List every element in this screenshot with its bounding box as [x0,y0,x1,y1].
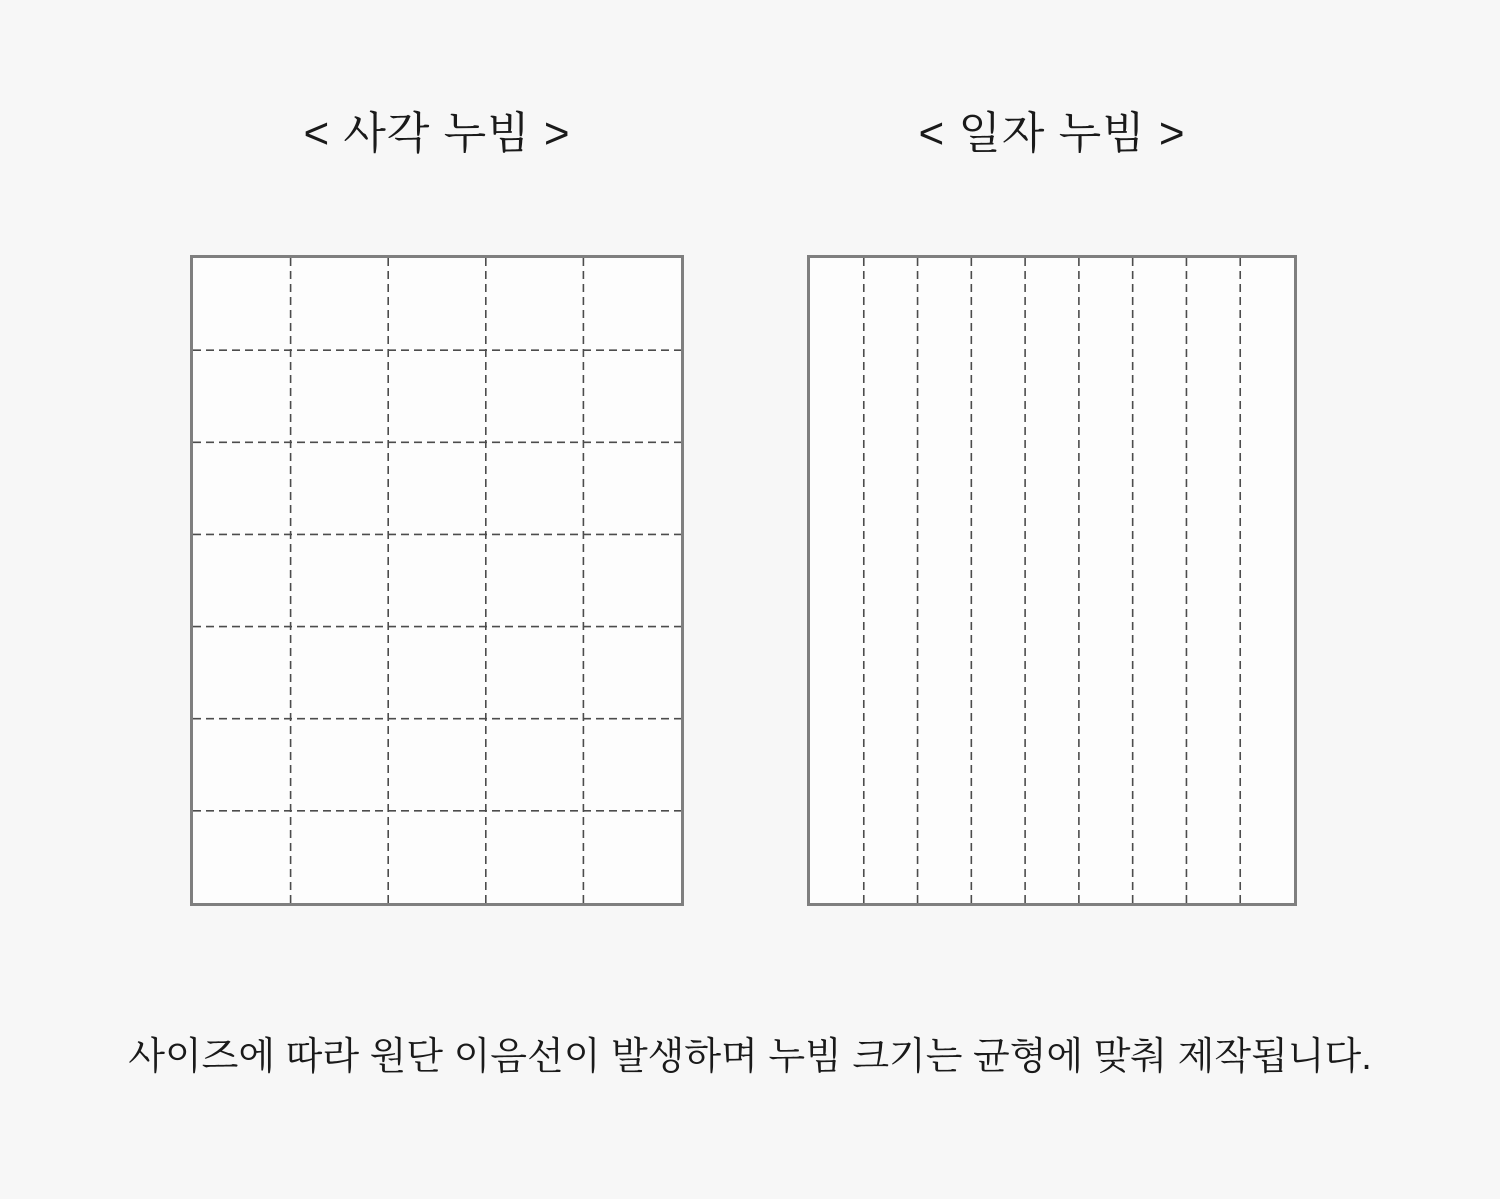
square-quilting-grid [193,258,681,903]
straight-quilting-title: < 일자 누빔 > [918,109,1186,158]
square-quilting-title: < 사각 누빔 > [303,109,571,158]
straight-quilting-grid [810,258,1294,903]
straight-quilting-diagram [807,255,1297,906]
quilting-caption: 사이즈에 따라 원단 이음선이 발생하며 누빔 크기는 균형에 맞춰 제작됩니다. [128,1036,1372,1078]
square-quilting-diagram [190,255,684,906]
